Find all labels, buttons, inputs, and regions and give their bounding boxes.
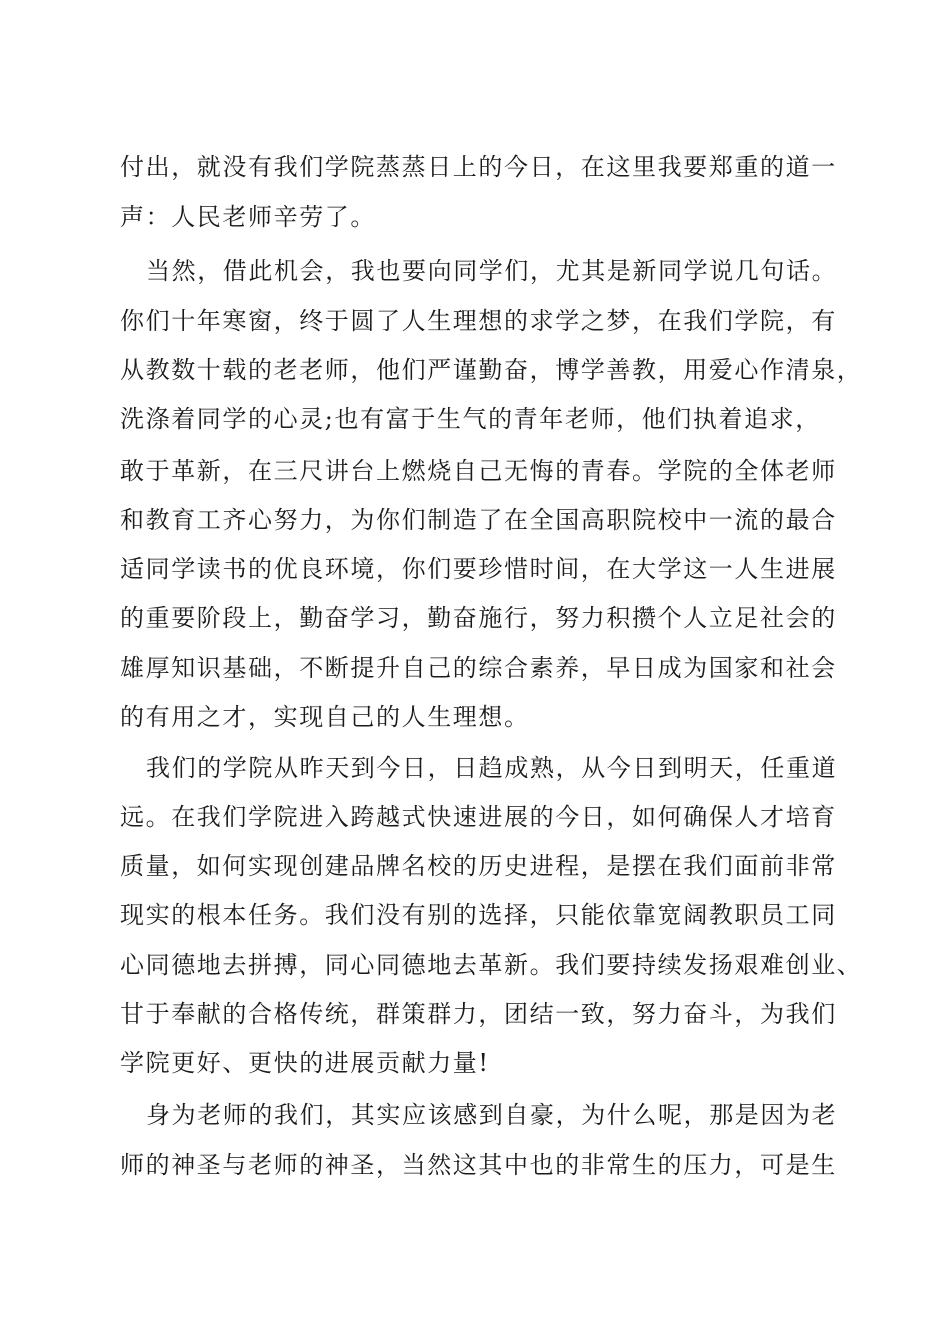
text-line: 从教数十载的老老师，他们严谨勤奋，博学善教，用爱心作清泉， [120,356,863,384]
text-line: 学院更好、更快的进展贡献力量! [120,1049,490,1077]
text-line: 的有用之才，实现自己的人生理想。 [120,703,530,731]
text-line: 质量，如何实现创建品牌名校的历史进程，是摆在我们面前非常 [120,852,837,880]
text-line: 洗涤着同学的心灵;也有富于生气的青年老师，他们执着追求， [120,405,821,433]
paragraph-start-line: 我们的学院从昨天到今日，日趋成熟，从今日到明天，任重道 [146,754,838,782]
text-line: 甘于奉献的合格传统，群策群力，团结一致，努力奋斗，为我们 [120,1000,837,1028]
paragraph-start-line: 当然，借此机会，我也要向同学们，尤其是新同学说几句话。 [146,257,838,285]
text-line: 敢于革新，在三尺讲台上燃烧自己无悔的青春。学院的全体老师 [120,457,837,485]
text-line: 和教育工齐心努力，为你们制造了在全国高职院校中一流的最合 [120,506,837,534]
text-line: 现实的根本任务。我们没有别的选择，只能依靠宽阔教职员工同 [120,901,837,929]
paragraph-start-line: 身为老师的我们，其实应该感到自豪，为什么呢，那是因为老 [146,1101,838,1129]
text-line: 你们十年寒窗，终于圆了人生理想的求学之梦，在我们学院，有 [120,307,837,335]
text-line: 师的神圣与老师的神圣，当然这其中也的非常生的压力，可是生 [120,1151,837,1179]
text-line: 声：人民老师辛劳了。 [120,203,376,231]
text-line: 远。在我们学院进入跨越式快速进展的今日，如何确保人才培育 [120,803,837,831]
text-line: 适同学读书的优良环境，你们要珍惜时间，在大学这一人生进展 [120,555,837,583]
text-line: 心同德地去拼搏，同心同德地去革新。我们要持续发扬艰难创业、 [120,951,863,979]
text-line: 雄厚知识基础，不断提升自己的综合素养，早日成为国家和社会 [120,654,837,682]
text-line: 的重要阶段上，勤奋学习，勤奋施行，努力积攒个人立足社会的 [120,604,837,632]
text-line: 付出，就没有我们学院蒸蒸日上的今日，在这里我要郑重的道一 [120,153,837,181]
